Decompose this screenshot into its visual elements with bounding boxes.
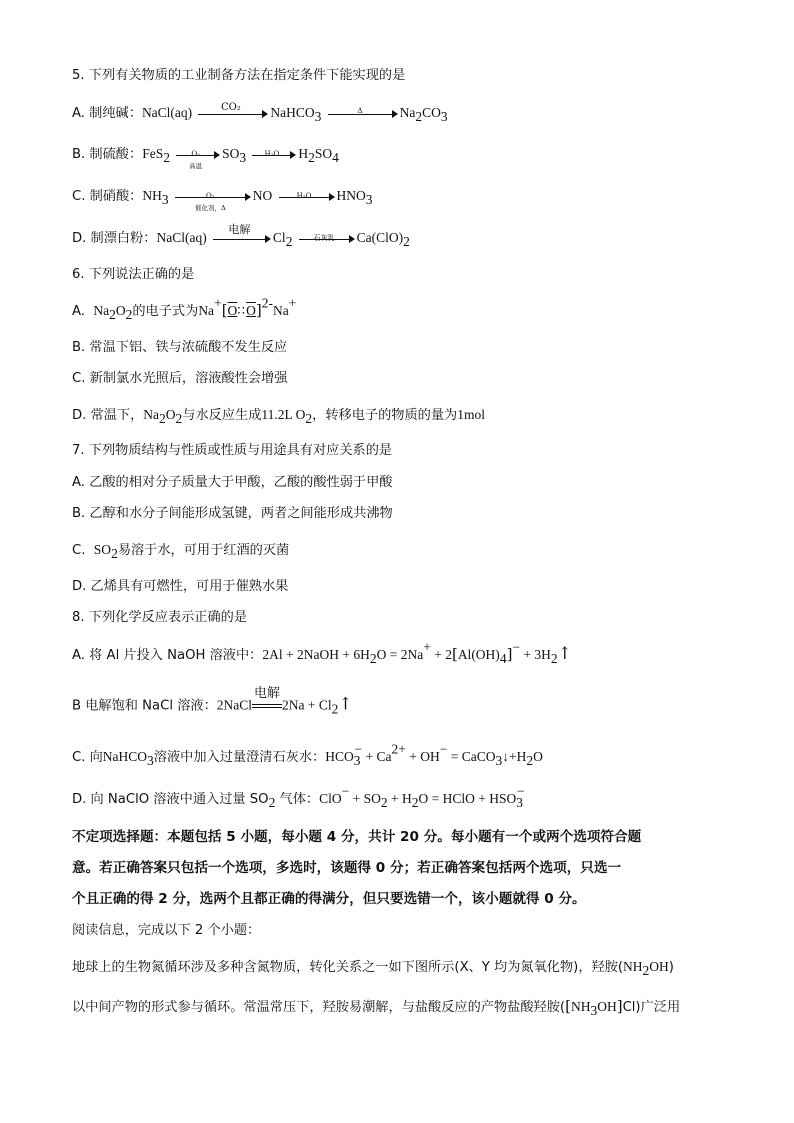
q7-option-c: C. $SO_2$易溶于水，可用于红酒的灭菌 <box>72 542 290 561</box>
q8-option-b: B 电解饱和 NaCl 溶液：2NaCl 电解 $2Na + Cl_2↑$ <box>72 686 353 717</box>
electron-dot-oxygen: O <box>227 303 238 318</box>
q7-option-a: A. 乙酸的相对分子质量大于甲酸，乙酸的酸性弱于甲酸 <box>72 475 393 490</box>
reaction-arrow: 石灰乳 <box>299 230 355 248</box>
equals-condition: 电解 <box>252 695 282 717</box>
q5-option-d: D. 制漂白粉：NaCl(aq) 电解 $Cl_2$ 石灰乳 $Ca(ClO)_2$ <box>72 222 410 249</box>
q6-option-c: C. 新制氯水光照后，溶液酸性会增强 <box>72 371 288 386</box>
q6-option-d: D. 常温下，$Na_2O_2$与水反应生成11.2L $O_2$，转移电子的物质的量为1mol <box>72 407 485 426</box>
reading-paragraph-line2: 以中间产物的形式参与循环。常温常压下，羟胺易潮解，与盐酸反应的产物盐酸羟胺$([NH_3OH]Cl)$广泛用 <box>72 997 681 1018</box>
q8-option-c: C. 向NaHCO$_3$溶液中加入过量澄清石灰水：$HCO_3^- + Ca^{2+} + OH^-$ = $CaCO_3↓+H_2O$ <box>72 741 543 768</box>
q8-option-a: A. 将 Al 片投入 NaOH 溶液中：2Al + 2NaOH + $6H_2O = 2Na^+ + 2[Al(OH)_4]^-$ + $3H_2↑$ <box>72 639 572 666</box>
q8-stem: 8. 下列化学反应表示正确的是 <box>72 610 248 625</box>
reaction-arrow: Δ <box>328 105 398 123</box>
reaction-arrow: H₂O <box>252 146 296 164</box>
q5-stem: 5. 下列有关物质的工业制备方法在指定条件下能实现的是 <box>72 68 406 83</box>
q7-stem: 7. 下列物质结构与性质或性质与用途具有对应关系的是 <box>72 443 393 458</box>
reaction-arrow: CO₂ <box>198 105 268 123</box>
q7-option-d: D. 乙烯具有可燃性，可用于催熟水果 <box>72 579 289 594</box>
reading-paragraph-line1: 地球上的生物氮循环涉及多种含氮物质，转化关系之一如下图所示(X、Y 均为氮氧化物)，羟胺$(NH_2OH)$ <box>72 959 674 978</box>
q6-option-a: A. $Na_2O_2$的电子式为Na+[O∶∶O]$^{2-}$Na+ <box>72 295 297 322</box>
reaction-arrow: 电解 <box>213 230 271 248</box>
reading-intro: 阅读信息，完成以下 2 个小题： <box>72 923 261 938</box>
section-instruction-line3: 个且正确的得 2 分，选两个且都正确的得满分，但只要选错一个，该小题就得 0 分。 <box>72 891 586 907</box>
electron-dot-oxygen: O <box>246 303 256 318</box>
section-instruction-line2: 意。若正确答案只包括一个选项，多选时，该题得 0 分；若正确答案包括两个选项，只选一 <box>72 860 622 876</box>
section-instruction-line1: 不定项选择题：本题包括 5 小题，每小题 4 分，共计 20 分。每小题有一个或两个选项符合题 <box>72 829 642 845</box>
reaction-arrow: H₂O <box>279 188 335 206</box>
q5-option-a: A. 制纯碱：NaCl(aq) CO₂ NaHCO$_3$ Δ $Na_2CO_3$ <box>72 101 448 124</box>
q6-stem: 6. 下列说法正确的是 <box>72 267 195 282</box>
q6-option-b: B. 常温下铝、铁与浓硫酸不发生反应 <box>72 340 288 355</box>
q5-option-b: B. 制硫酸：FeS$_2$ O₂ 高温 $SO_3$ H₂O $H_2SO_4$ <box>72 146 339 170</box>
reaction-arrow: O₂ 高温 <box>176 146 220 164</box>
reaction-arrow: O₂ 催化剂，Δ <box>175 188 251 206</box>
q7-option-b: B. 乙醇和水分子间能形成氢键，两者之间能形成共沸物 <box>72 506 393 521</box>
q5-option-c: C. 制硝酸：$NH_3$ O₂ 催化剂，Δ NO H₂O $HNO_3$ <box>72 188 373 212</box>
q8-option-d: D. 向 NaClO 溶液中通入过量 $SO_2$ 气体：$ClO^- + SO_2 + H_2O$ = HClO + $HSO_3^-$ <box>72 783 525 810</box>
